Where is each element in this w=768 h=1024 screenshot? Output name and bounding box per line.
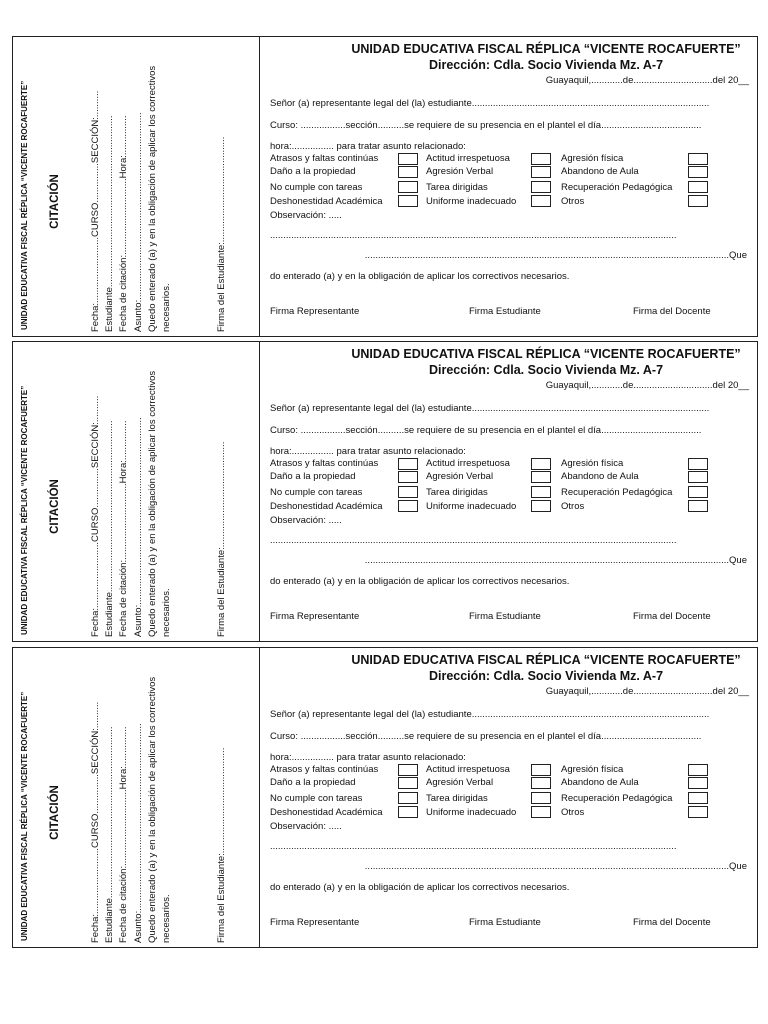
option-otros: Otros xyxy=(561,196,585,207)
observacion-dots: .......................................................................................................................................................... xyxy=(270,230,677,241)
firma-representante: Firma Representante xyxy=(270,611,360,622)
citation-slip-3 xyxy=(12,647,758,948)
que-line: ..........................................................................................................................................Que xyxy=(364,250,747,261)
school-address: Dirección: Cdla. Socio Vivienda Mz. A-7 xyxy=(428,363,664,377)
date-line: Guayaquil,............de..............................del 20__ xyxy=(545,380,749,391)
option-atrasos: Atrasos y faltas continúas xyxy=(270,458,379,469)
option-deshonestidad: Deshonestidad Académica xyxy=(270,196,383,207)
option-otros: Otros xyxy=(561,807,585,818)
stub-quedo-line-2: necesarios. xyxy=(161,283,173,332)
citation-form xyxy=(259,36,758,337)
option-agresion-fisica: Agresión física xyxy=(561,764,624,775)
option-atrasos: Atrasos y faltas continúas xyxy=(270,153,379,164)
checkbox-agresion-fisica[interactable] xyxy=(688,153,708,165)
school-title: UNIDAD EDUCATIVA FISCAL RÉPLICA “VICENTE ROCAFUERTE” xyxy=(351,653,741,667)
stub-quedo-line: Quedo enterado (a) y en la obligación de aplicar los correctivos xyxy=(146,676,158,943)
hora-line: hora:................ para tratar asunto relacionado: xyxy=(270,141,466,152)
checkbox-otros[interactable] xyxy=(688,500,708,512)
checkbox-uniforme[interactable] xyxy=(531,500,551,512)
stub-quedo-line: Quedo enterado (a) y en la obligación de aplicar los correctivos xyxy=(146,65,158,332)
checkbox-deshonestidad[interactable] xyxy=(398,500,418,512)
stub-quedo-line-2: necesarios. xyxy=(161,588,173,637)
firma-docente: Firma del Docente xyxy=(633,917,711,928)
option-atrasos: Atrasos y faltas continúas xyxy=(270,764,379,775)
option-recuperacion: Recuperación Pedagógica xyxy=(561,182,673,193)
checkbox-abandono[interactable] xyxy=(688,471,708,483)
checkbox-no-cumple[interactable] xyxy=(398,486,418,498)
citation-form xyxy=(259,341,758,642)
checkbox-tarea[interactable] xyxy=(531,486,551,498)
stub-quedo-line-2: necesarios. xyxy=(161,894,173,943)
stub-school-name: UNIDAD EDUCATIVA FISCAL RÉPLICA “VICENTE ROCAFUERTE” xyxy=(20,80,29,330)
option-abandono: Abandono de Aula xyxy=(561,471,639,482)
checkbox-atrasos[interactable] xyxy=(398,458,418,470)
checkbox-no-cumple[interactable] xyxy=(398,792,418,804)
stub-asunto-line: Asunto:....................................................................... xyxy=(132,723,144,943)
que-line: ..........................................................................................................................................Que xyxy=(364,555,747,566)
stub-fecha-line: Fecha:.........................CURSO...............SECCIÓN:.......... xyxy=(90,395,101,637)
firma-docente: Firma del Docente xyxy=(633,611,711,622)
checkbox-otros[interactable] xyxy=(688,195,708,207)
option-agresion-verbal: Agresión Verbal xyxy=(426,471,494,482)
checkbox-otros[interactable] xyxy=(688,806,708,818)
representante-line: Señor (a) representante legal del (la) estudiante.......................................................................................... xyxy=(270,709,710,720)
stub-title: CITACIÓN xyxy=(49,174,61,229)
checkbox-atrasos[interactable] xyxy=(398,153,418,165)
representante-line: Señor (a) representante legal del (la) estudiante.......................................................................................... xyxy=(270,403,710,414)
checkbox-agresion-verbal[interactable] xyxy=(531,471,551,483)
option-dano: Daño a la propiedad xyxy=(270,777,356,788)
curso-line: Curso: .................sección..........se requiere de su presencia en el plantel el día...................................... xyxy=(270,120,702,131)
option-no-cumple: No cumple con tareas xyxy=(270,487,363,498)
stub-title: CITACIÓN xyxy=(49,479,61,534)
observacion-line: Observación: ..... xyxy=(270,210,342,221)
stub-quedo-line: Quedo enterado (a) y en la obligación de aplicar los correctivos xyxy=(146,370,158,637)
citation-slip-1 xyxy=(12,36,758,337)
option-no-cumple: No cumple con tareas xyxy=(270,793,363,804)
hora-line: hora:................ para tratar asunto relacionado: xyxy=(270,446,466,457)
citation-form xyxy=(259,647,758,948)
enterado-line: do enterado (a) y en la obligación de aplicar los correctivos necesarios. xyxy=(270,271,570,282)
option-abandono: Abandono de Aula xyxy=(561,166,639,177)
school-address: Dirección: Cdla. Socio Vivienda Mz. A-7 xyxy=(428,58,664,72)
firma-representante: Firma Representante xyxy=(270,306,360,317)
stub-fecha-citacion-line: Fecha de citación:.............................Hora:............... xyxy=(118,420,130,637)
firma-docente: Firma del Docente xyxy=(633,306,711,317)
stub-estudiante-line: Estudiante................................................................. xyxy=(104,115,116,332)
stub-title: CITACIÓN xyxy=(49,785,61,840)
checkbox-no-cumple[interactable] xyxy=(398,181,418,193)
firma-estudiante: Firma Estudiante xyxy=(469,306,541,317)
representante-line: Señor (a) representante legal del (la) estudiante.......................................................................................... xyxy=(270,98,710,109)
checkbox-agresion-fisica[interactable] xyxy=(688,764,708,776)
stub-fecha-line: Fecha:.........................CURSO...............SECCIÓN:.......... xyxy=(90,90,101,332)
checkbox-recuperacion[interactable] xyxy=(688,792,708,804)
option-uniforme: Uniforme inadecuado xyxy=(426,196,517,207)
stub-fecha-citacion-line: Fecha de citación:.............................Hora:............... xyxy=(118,115,130,332)
stub-fields xyxy=(89,37,174,336)
checkbox-uniforme[interactable] xyxy=(531,806,551,818)
checkbox-tarea[interactable] xyxy=(531,181,551,193)
option-agresion-fisica: Agresión física xyxy=(561,458,624,469)
option-agresion-verbal: Agresión Verbal xyxy=(426,777,494,788)
firma-estudiante: Firma Estudiante xyxy=(469,611,541,622)
checkbox-agresion-fisica[interactable] xyxy=(688,458,708,470)
citation-stub xyxy=(12,647,260,948)
checkbox-dano[interactable] xyxy=(398,166,418,178)
stub-asunto-line: Asunto:....................................................................... xyxy=(132,417,144,637)
stub-fields xyxy=(89,648,174,947)
checkbox-tarea[interactable] xyxy=(531,792,551,804)
date-line: Guayaquil,............de..............................del 20__ xyxy=(545,75,749,86)
checkbox-actitud[interactable] xyxy=(531,458,551,470)
stub-firma-estudiante: Firma del Estudiante:........................................ xyxy=(216,747,227,943)
observacion-dots: .......................................................................................................................................................... xyxy=(270,841,677,852)
stub-estudiante-line: Estudiante................................................................. xyxy=(104,420,116,637)
school-title: UNIDAD EDUCATIVA FISCAL RÉPLICA “VICENTE ROCAFUERTE” xyxy=(351,42,741,56)
option-agresion-verbal: Agresión Verbal xyxy=(426,166,494,177)
checkbox-agresion-verbal[interactable] xyxy=(531,166,551,178)
hora-line: hora:................ para tratar asunto relacionado: xyxy=(270,752,466,763)
checkbox-dano[interactable] xyxy=(398,777,418,789)
option-tarea: Tarea dirigidas xyxy=(426,487,488,498)
observacion-line: Observación: ..... xyxy=(270,821,342,832)
option-dano: Daño a la propiedad xyxy=(270,166,356,177)
curso-line: Curso: .................sección..........se requiere de su presencia en el plantel el día...................................... xyxy=(270,425,702,436)
checkbox-atrasos[interactable] xyxy=(398,764,418,776)
citation-slip-2 xyxy=(12,341,758,642)
observacion-dots: .......................................................................................................................................................... xyxy=(270,535,677,546)
school-address: Dirección: Cdla. Socio Vivienda Mz. A-7 xyxy=(428,669,664,683)
checkbox-deshonestidad[interactable] xyxy=(398,195,418,207)
checkbox-abandono[interactable] xyxy=(688,777,708,789)
option-abandono: Abandono de Aula xyxy=(561,777,639,788)
curso-line: Curso: .................sección..........se requiere de su presencia en el plantel el día...................................... xyxy=(270,731,702,742)
school-title: UNIDAD EDUCATIVA FISCAL RÉPLICA “VICENTE ROCAFUERTE” xyxy=(351,347,741,361)
checkbox-uniforme[interactable] xyxy=(531,195,551,207)
checkbox-recuperacion[interactable] xyxy=(688,486,708,498)
date-line: Guayaquil,............de..............................del 20__ xyxy=(545,686,749,697)
option-actitud: Actitud irrespetuosa xyxy=(426,764,510,775)
firma-estudiante: Firma Estudiante xyxy=(469,917,541,928)
option-no-cumple: No cumple con tareas xyxy=(270,182,363,193)
firma-representante: Firma Representante xyxy=(270,917,360,928)
checkbox-agresion-verbal[interactable] xyxy=(531,777,551,789)
option-agresion-fisica: Agresión física xyxy=(561,153,624,164)
stub-asunto-line: Asunto:....................................................................... xyxy=(132,112,144,332)
citation-stub xyxy=(12,341,260,642)
checkbox-recuperacion[interactable] xyxy=(688,181,708,193)
stub-school-name: UNIDAD EDUCATIVA FISCAL RÉPLICA “VICENTE ROCAFUERTE” xyxy=(20,385,29,635)
checkbox-dano[interactable] xyxy=(398,471,418,483)
observacion-line: Observación: ..... xyxy=(270,515,342,526)
checkbox-deshonestidad[interactable] xyxy=(398,806,418,818)
option-tarea: Tarea dirigidas xyxy=(426,793,488,804)
option-otros: Otros xyxy=(561,501,585,512)
stub-school-name: UNIDAD EDUCATIVA FISCAL RÉPLICA “VICENTE ROCAFUERTE” xyxy=(20,691,29,941)
stub-fecha-citacion-line: Fecha de citación:.............................Hora:............... xyxy=(118,726,130,943)
option-deshonestidad: Deshonestidad Académica xyxy=(270,501,383,512)
stub-fecha-line: Fecha:.........................CURSO...............SECCIÓN:.......... xyxy=(90,701,101,943)
option-tarea: Tarea dirigidas xyxy=(426,182,488,193)
option-actitud: Actitud irrespetuosa xyxy=(426,153,510,164)
que-line: ..........................................................................................................................................Que xyxy=(364,861,747,872)
option-dano: Daño a la propiedad xyxy=(270,471,356,482)
option-actitud: Actitud irrespetuosa xyxy=(426,458,510,469)
option-deshonestidad: Deshonestidad Académica xyxy=(270,807,383,818)
stub-firma-estudiante: Firma del Estudiante:........................................ xyxy=(216,441,227,637)
stub-firma-estudiante: Firma del Estudiante:........................................ xyxy=(216,136,227,332)
checkbox-actitud[interactable] xyxy=(531,764,551,776)
stub-fields xyxy=(89,342,174,641)
option-uniforme: Uniforme inadecuado xyxy=(426,807,517,818)
enterado-line: do enterado (a) y en la obligación de aplicar los correctivos necesarios. xyxy=(270,576,570,587)
option-recuperacion: Recuperación Pedagógica xyxy=(561,793,673,804)
option-uniforme: Uniforme inadecuado xyxy=(426,501,517,512)
checkbox-actitud[interactable] xyxy=(531,153,551,165)
option-recuperacion: Recuperación Pedagógica xyxy=(561,487,673,498)
enterado-line: do enterado (a) y en la obligación de aplicar los correctivos necesarios. xyxy=(270,882,570,893)
citation-stub xyxy=(12,36,260,337)
checkbox-abandono[interactable] xyxy=(688,166,708,178)
stub-estudiante-line: Estudiante................................................................. xyxy=(104,726,116,943)
